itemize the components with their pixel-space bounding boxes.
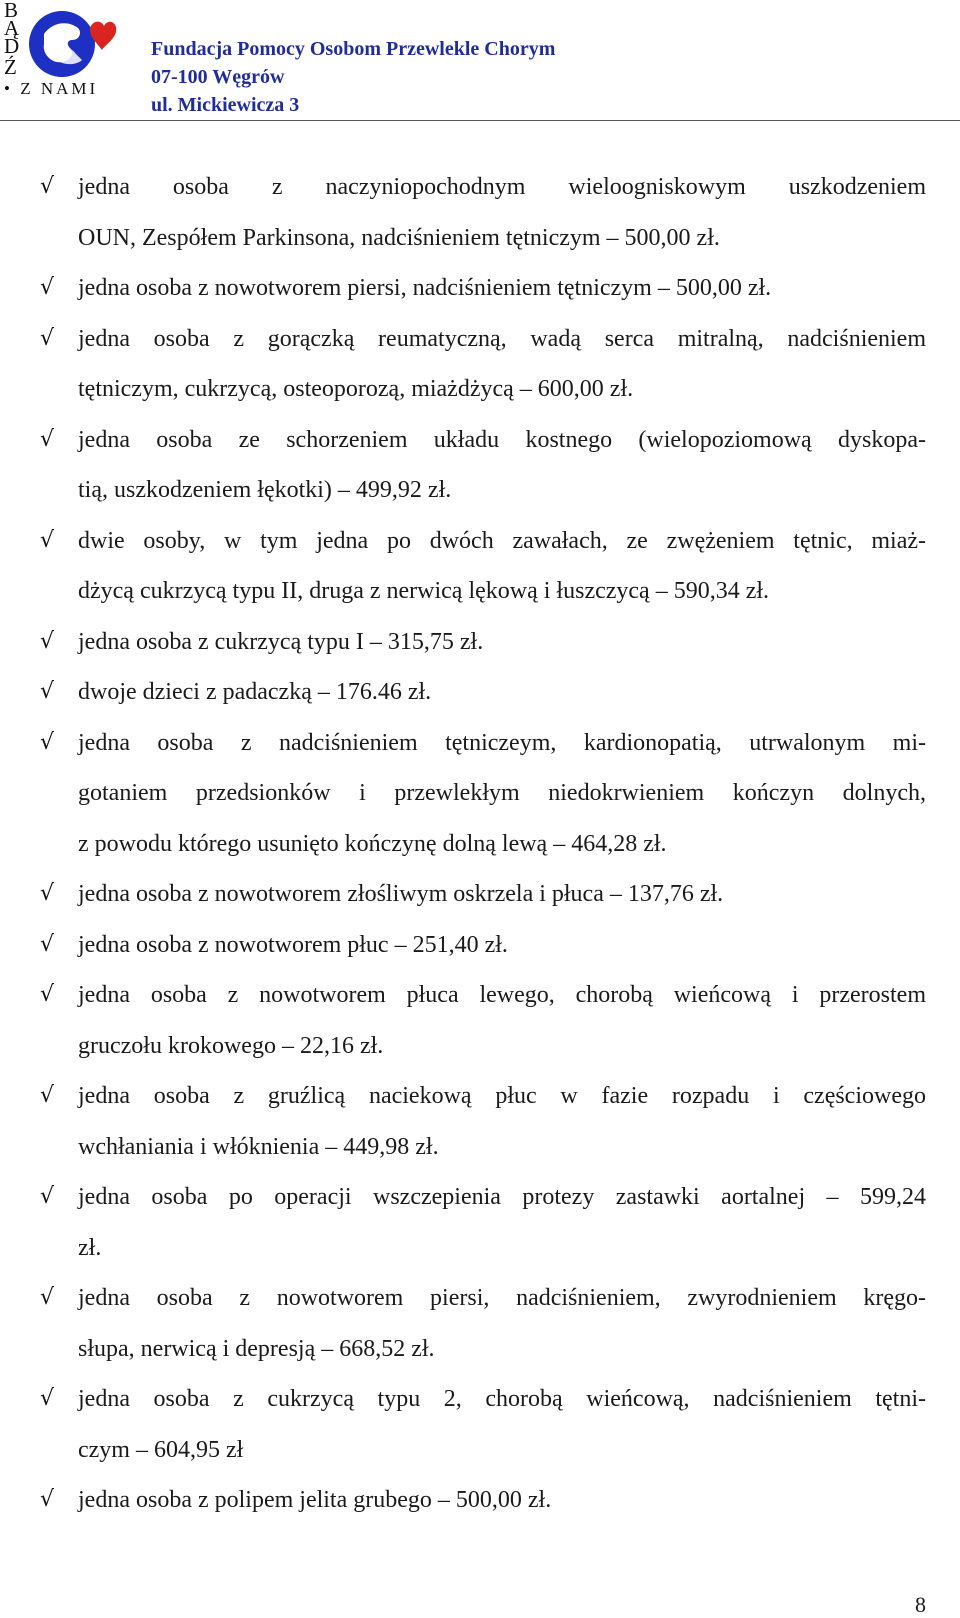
check-mark-icon: √: [40, 1487, 55, 1512]
list-item: [0, 516, 926, 617]
check-mark-icon: √: [40, 931, 55, 957]
list-item: [0, 970, 926, 1071]
logo-letter: D: [4, 34, 20, 58]
list-item-line: jedna osoba z nowotworem płuc – 251,40 zł.: [78, 931, 508, 958]
list-item-line: jedna osoba z nadciśnieniem tętniczeym, kardionopatią, utrwalonym mi-: [78, 729, 926, 756]
list-item: [0, 1172, 926, 1273]
foundation-logo: [2, 0, 122, 100]
list-item-line: wchłaniania i włóknienia – 449,98 zł.: [78, 1133, 439, 1160]
list-item-line: czym – 604,95 zł: [78, 1436, 244, 1463]
list-item: [0, 617, 926, 668]
list-item-line: zł.: [78, 1234, 102, 1261]
check-mark-icon: √: [40, 1386, 55, 1411]
list-item-line: jedna osoba z naczyniopochodnym wieloogniskowym uszkodzeniem: [78, 174, 926, 200]
list-item-line: jedna osoba z cukrzycą typu I – 315,75 zł.: [78, 628, 484, 655]
list-item-line: jedna osoba z nowotworem piersi, nadciśnieniem tętniczym – 500,00 zł.: [78, 275, 772, 301]
org-street: ul. Mickiewicza 3: [151, 94, 300, 116]
list-item-line: gruczołu krokowego – 22,16 zł.: [78, 1032, 384, 1059]
check-mark-icon: √: [40, 729, 55, 755]
list-item-line: jedna osoba z nowotworem płuca lewego, chorobą wieńcową i przerostem: [78, 982, 926, 1008]
list-item-line: jedna osoba z nowotworem złośliwym oskrzela i płuca – 137,76 zł.: [78, 881, 724, 907]
list-item-line: jedna osoba z cukrzycą typu 2, chorobą wieńcową, nadciśnieniem tętni-: [78, 1386, 926, 1412]
check-mark-icon: √: [40, 881, 55, 906]
header-divider: [0, 120, 960, 121]
check-mark-icon: √: [40, 982, 55, 1007]
check-mark-icon: √: [40, 628, 55, 654]
hand-heart-icon: [22, 4, 118, 82]
list-item-line: dwoje dzieci z padaczką – 176.46 zł.: [78, 679, 432, 705]
check-mark-icon: √: [40, 1184, 55, 1209]
check-mark-icon: √: [40, 1083, 55, 1108]
organization-address: [151, 35, 555, 119]
list-item-line: jedna osoba ze schorzeniem układu kostnego (wielopoziomową dyskopa-: [78, 426, 926, 453]
logo-tagline-text: Z NAMI: [20, 79, 99, 98]
list-item-line: dwie osoby, w tym jedna po dwóch zawałach, ze zwężeniem tętnic, miaż-: [78, 527, 926, 554]
list-item: [0, 718, 926, 870]
check-mark-icon: √: [40, 679, 55, 704]
list-item-line: jedna osoba z gruźlicą naciekową płuc w fazie rozpadu i częściowego: [78, 1083, 926, 1109]
check-mark-icon: √: [40, 527, 55, 553]
list-item-line: z powodu którego usunięto kończynę dolną lewą – 464,28 zł.: [78, 830, 667, 857]
list-item: [0, 314, 926, 415]
logo-letter: Ą: [4, 16, 20, 40]
list-item: [0, 920, 926, 971]
list-item-line: OUN, Zespółem Parkinsona, nadciśnieniem tętniczym – 500,00 zł.: [78, 224, 720, 251]
list-item: [0, 667, 926, 718]
beneficiary-list: [0, 162, 960, 1526]
list-item-line: jedna osoba z gorączką reumatyczną, wadą serca mitralną, nadciśnieniem: [78, 325, 926, 352]
list-item: [0, 162, 926, 263]
list-item-line: tią, uszkodzeniem łękotki) – 499,92 zł.: [78, 477, 452, 503]
check-mark-icon: √: [40, 325, 55, 351]
list-item: [0, 869, 926, 920]
page-number: 8: [915, 1592, 926, 1617]
check-mark-icon: √: [40, 1285, 55, 1310]
list-item-line: gotaniem przedsionków i przewlekłym niedokrwieniem kończyn dolnych,: [78, 780, 926, 806]
list-item: [0, 1071, 926, 1172]
org-name: Fundacja Pomocy Osobom Przewlekle Chorym: [151, 38, 556, 60]
logo-letter: B: [4, 0, 19, 22]
list-item-line: tętniczym, cukrzycą, osteoporozą, miażdżycą – 600,00 zł.: [78, 376, 634, 402]
logo-letter: Ź: [4, 55, 17, 79]
list-item-line: słupa, nerwicą i depresją – 668,52 zł.: [78, 1335, 435, 1362]
check-mark-icon: √: [40, 174, 55, 199]
list-item-line: jedna osoba z polipem jelita grubego – 500,00 zł.: [78, 1487, 552, 1513]
logo-tagline: • Z NAMI: [4, 79, 99, 98]
list-item: [0, 1475, 926, 1526]
check-mark-icon: √: [40, 275, 55, 300]
list-item: [0, 415, 926, 516]
check-mark-icon: √: [40, 426, 55, 452]
list-item: [0, 1273, 926, 1374]
page-header: [0, 0, 960, 122]
list-item: [0, 263, 926, 314]
list-item-line: jedna osoba z nowotworem piersi, nadciśnieniem, zwyrodnieniem kręgo-: [78, 1285, 926, 1311]
list-item-line: dżycą cukrzycą typu II, druga z nerwicą lękową i łuszczycą – 590,34 zł.: [78, 578, 770, 604]
list-item: [0, 1374, 926, 1475]
list-item-line: jedna osoba po operacji wszczepienia protezy zastawki aortalnej – 599,24: [78, 1184, 926, 1210]
org-city: 07-100 Węgrów: [151, 66, 285, 88]
